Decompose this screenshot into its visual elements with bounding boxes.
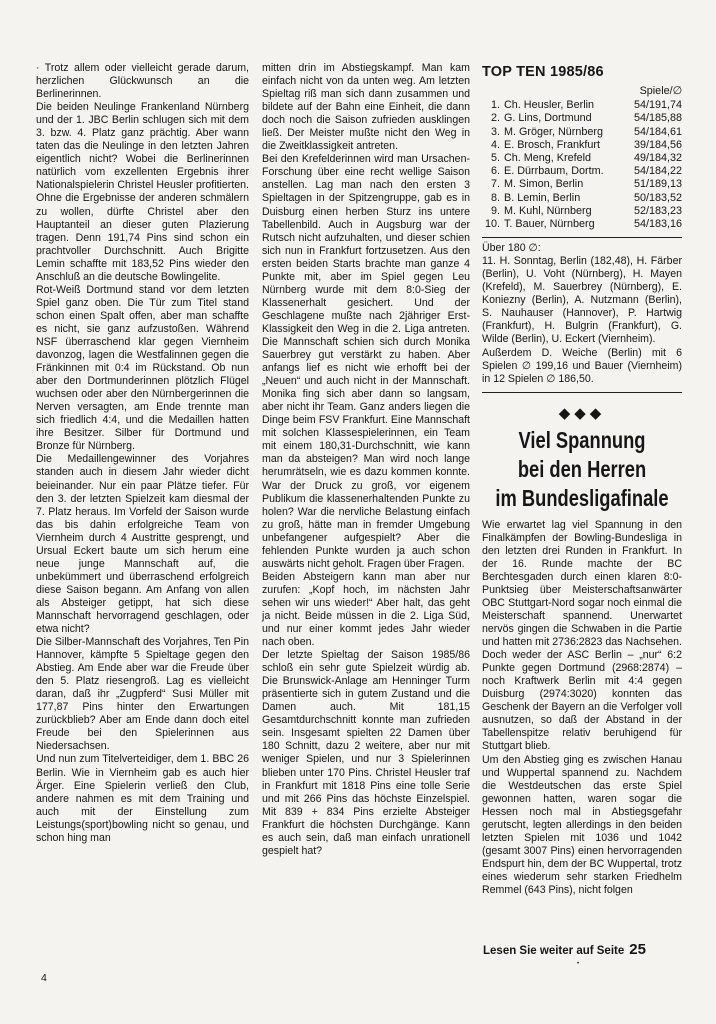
topten-row [482, 165, 682, 178]
paragraph: mitten drin im Abstiegskampf. Man kam einfach nicht von da unten weg. Am letzten Spieltag riß man sich dann zusammen und bildete auf der Bahn eine Einheit, die dann doch noch die Saison zufrieden ausklingen ließ. Der Meister mußte nicht den Weg in die Zweitklassigkeit antreten. [262, 62, 470, 153]
sidebar-column [482, 66, 682, 897]
topten-row [482, 139, 682, 152]
continued-note [483, 941, 646, 958]
over180-heading: Über 180 ∅: [482, 242, 541, 255]
topten-rank: 7. [490, 178, 500, 191]
topten-value: 51/189,13 [633, 178, 682, 191]
topten-rank: 9. [490, 204, 500, 217]
paragraph: Um den Abstieg ging es zwischen Hanau und Wuppertal spannend zu. Nachdem die Westdeutschen das erste Spiel gewonnen hatten, waren sogar die Hessen noch mal in Abstiegsgefahr gerutscht, legten allerdings in den beiden letzten Spielen mit 1036 und 1042 (gesamt 3007 Pins) einen hervorragenden Endspurt hin, dem der BC Wuppertal, trotz eines wiederum sehr starken Friedhelm Remmel (643 Pins), nicht folgen [482, 753, 682, 896]
topten-value: 54/183,16 [633, 217, 682, 230]
paragraph: Der letzte Spieltag der Saison 1985/86 schloß ein sehr gute Spielzeit würdig ab. Die Brunswick-Anlage am Henninger Turm präsentierte sich in gutem Zustand und die Damen auch. Mit 181,15 Gesamtdurchschnitt konnte man zufrieden sein. Insgesamt spielten 22 Damen über 180 Schnitt, dazu 2 weitere, aber nur mit weniger Spielen, und nur 3 Spielerinnen blieben unter 170 Pins. Christel Heusler traf in Frankfurt mit 1818 Pins eine tolle Serie und mit 266 Pins das höchste Einzelspiel. Mit 839 + 834 Pins erzielte Absteiger Frankfurt die höchsten Durchgänge. Kann es auch sein, daß man einfach unrationell gespielt hat? [262, 649, 470, 857]
topten-value: 54/191,74 [633, 99, 682, 112]
topten-rank: 3. [490, 125, 500, 138]
diamond-ornament: ◆◆◆ [558, 404, 606, 422]
topten-rank: 5. [490, 151, 500, 164]
topten-title: TOP TEN 1985/86 [482, 64, 604, 80]
topten-value: 54/184,61 [633, 125, 682, 138]
additional-text: Außerdem D. Weiche (Berlin) mit 6 Spielen ∅ 199,16 und Bauer (Viernheim) in 12 Spielen ∅ 186,50. [482, 346, 682, 385]
topten-box [482, 66, 682, 393]
paragraph: Und nun zum Titelverteidiger, dem 1. BBC 26 Berlin. Wie in Viernheim gab es auch hier Ärger. Eine Spielerin verließ den Club, andere nahmen es mit dem Training und auch mit der Einstellung zum Leistungs(sport)bowling nicht so genau, und schon hing man [36, 753, 249, 844]
topten-rank: 4. [490, 138, 500, 151]
article-headline [481, 426, 684, 513]
topten-row [482, 126, 682, 139]
topten-name: E. Dürrbaum, Dortm. [504, 165, 604, 178]
topten-name: E. Brosch, Frankfurt [504, 138, 601, 151]
stray-mark: • [577, 961, 580, 967]
paragraph: Beiden Absteigern kann man aber nur zurufen: „Kopf hoch, im nächsten Jahr sehen wir uns wieder!“ Aber halt, das geht ja nicht. Beide müssen in die 2. Liga Süd, und nur einer kommt jedes Jahr wieder nach oben. [262, 570, 470, 649]
topten-name: G. Lins, Dortmund [504, 112, 592, 125]
paragraph: Die beiden Neulinge Frankenland Nürnberg und der 1. JBC Berlin schlugen sich mit dem 3. bzw. 4. Platz ganz prächtig. Aber wann taten das die Neulinge in den letzten Jahren eigentlich nicht? Wobei die Berlinerinnen natürlich vom exzellenten Ergebnis ihrer Nationalspielerin Christel Heusler profitierten. Ohne die Ergebnisse der anderen schmälern zu wollen, dürfte Christel aber den Hauptanteil an dieser guten Plazierung tragen. Denn 191,74 Pins sind schon ein prachtvoller Durchschnitt. Auch Brigitte Lemin schaffte mit 183,52 Pins wieder den Anschluß an die deutsche Bowlingelite. [36, 101, 249, 283]
topten-column-header: Spiele/∅ [639, 85, 682, 98]
divider [482, 392, 682, 393]
topten-row [482, 99, 682, 112]
topten-row [482, 152, 682, 165]
headline-line: Viel Spannung [518, 426, 646, 453]
topten-name: Ch. Heusler, Berlin [504, 99, 595, 112]
continued-label: Lesen Sie weiter auf Seite [483, 945, 625, 957]
paragraph: Die Medaillengewinner des Vorjahres standen auch in diesem Jahr wieder dicht beieinander. Nur ein paar Plätze tiefer. Für den 3. der letzten Spielzeit kam diesmal der 7. Platz heraus. Im Vorfeld der Saison wurde das bis dahin erfolgreiche Team von Viernheim durch 4 Austritte gesprengt, und Ursual Eckert baute um sich herum eine neue junge Mannschaft auf, die unbekümmert und überraschend erfolgreich diese Saison begann. Am Anfang von allen als Absteiger getippt, hat sich diese Mannschaft hervorragend geschlagen, oder etwa nicht? [36, 453, 249, 636]
topten-value: 49/184,32 [633, 151, 682, 164]
topten-value: 52/183,23 [633, 204, 682, 217]
topten-name: M. Gröger, Nürnberg [504, 125, 604, 138]
over180-text: 11. H. Sonntag, Berlin (182,48), H. Färber (Berlin), U. Voht (Nürnberg), H. Mayen (Krefeld), M. Sauerbrey (Nürnberg), E. Koniezny (Berlin), A. Nutzmann (Berlin), S. Nauhauser (Hannover), P. Hartwig (Frankfurt), H. Bulgrin (Frankfurt), G. Wilde (Berlin), U. Eckert (Viernheim). [482, 255, 682, 346]
paragraph: Die Silber-Mannschaft des Vorjahres, Ten Pin Hannover, kämpfte 5 Spieltage gegen den Abstieg. Am Ende aber war die Freude über den 5. Platz riesengroß. Lag es vielleicht daran, daß ihr „Zugpferd“ Susi Müller mit 177,87 Pins hinter den Erwartungen zurückblieb? Aber am Ende dann doch eitel Freude bei den Spielerinnen aus Niedersachsen. [36, 636, 249, 753]
topten-name: Ch. Meng, Krefeld [504, 151, 592, 164]
topten-rank: 2. [490, 112, 500, 125]
headline-line: im Bundesligafinale [495, 484, 669, 511]
topten-name: M. Simon, Berlin [504, 178, 584, 191]
paragraph: Wie erwartet lag viel Spannung in den Finalkämpfen der Bowling-Bundesliga in den letzten drei Runden in Frankfurt. In der 16. Runde machte der BC Berchtesgaden durch einen klaren 8:0-Punktsieg über Meisterschaftsanwärter OBC Stuttgart-Nord sogar noch einmal die Meisterschaft spannend. Unerwartet nervös gingen die Schwaben in die Partie und hatten mit 2736:2823 das Nachsehen. Doch weder der ASC Berlin – „nur“ 6:2 Punkte gegen Dortmund (2968:2874) – noch Kraftwerk Berlin mit 4:4 gegen Duisburg (2974:3020) konnten das Geschenk der Bayern an die Verfolger voll ausnutzen, so daß der Abstand in der Tabellenspitze relativ beruhigend für Stuttgart blieb. [482, 518, 682, 753]
topten-row [482, 205, 682, 218]
topten-rank: 8. [490, 191, 500, 204]
paragraph: · Trotz allem oder vielleicht gerade darum, herzlichen Glückwunsch an die Berlinerinnen. [36, 62, 249, 101]
article-column-1 [36, 62, 249, 845]
article-column-2 [262, 62, 470, 858]
paragraph: Bei den Krefelderinnen wird man Ursachen-Forschung über eine recht wellige Saison anstellen. Lag man nach den ersten 3 Spieltagen in der Spitzengruppe, gab es in Duisburg einen herben Sturz ins untere Tabellenbild. Auch in Augsburg war der Rutsch nicht aufzuhalten, und dieser schien sich nun in Frankfurt fortzusetzen. Aus den ersten beiden Starts brachte man ganze 4 Punkte mit, aber im Spiel gegen Leu Nürnberg wurde mit dem 8:0-Sieg der Klassenerhalt gesichert. Und der Geschlagene mußte nach 2jähriger Erst-Klassigkeit den Weg in die 2. Liga antreten. Die Mannschaft schien sich durch Monika Sauerbrey gut verstärkt zu haben. Aber anfangs lief es nicht wie erhofft bei der „Neuen“ und auch nicht in der Mannschaft. Monika fing sich aber dann so langsam, aber nicht ihr Team. Ganz anders liegen die Dinge beim FSV Frankfurt. Eine Mannschaft mit solchen Klassespielerinnen, ein Team mit einem 180,31-Durchschnitt, wie kann man da absteigen? Man wird noch lange herumrätseln, wie es dazu kommen konnte. War der Druck zu groß, vor eigenem Publikum die klassenerhaltenden Punkte zu holen? War die nervliche Belastung einfach zu groß, hätte man in fremder Umgebung unbefangener aufgespielt? Aber die fehlenden Punkte wurden ja auch schon auswärts nicht geholt. Fragen über Fragen. [262, 153, 470, 570]
headline-line: bei den Herren [517, 455, 647, 482]
topten-value: 39/184,56 [633, 138, 682, 151]
divider [482, 237, 682, 238]
topten-row [482, 112, 682, 125]
topten-row [482, 218, 682, 231]
topten-value: 54/185,88 [633, 112, 682, 125]
topten-row [482, 192, 682, 205]
page-number: 4 [41, 972, 47, 984]
topten-row [482, 178, 682, 191]
topten-rank: 10. [484, 217, 500, 230]
topten-name: T. Bauer, Nürnberg [504, 217, 595, 230]
topten-value: 54/184,22 [633, 165, 682, 178]
topten-table [482, 99, 682, 231]
topten-rank: 6. [490, 165, 500, 178]
topten-rank: 1. [490, 99, 500, 112]
topten-name: B. Lemin, Berlin [504, 191, 581, 204]
paragraph: Rot-Weiß Dortmund stand vor dem letzten Spiel ganz oben. Die Tür zum Titel stand schon einen Spalt offen, aber man schaffte es nicht, sie ganz aufzustoßen. Während NSF überraschend klar gegen Viernheim davonzog, lagen die Westfalinnen gegen die Fränkinnen mit 0:4 im Rückstand. Ob nun aber den Dortmunderinnen plötzlich Flügel wuchsen oder aber den Nürnbergerinnen die Nerven versagten, am Ende trennte man sich friedlich 4:4, und die Medaillen hatten ihre Besitzer. Silber für Dortmund und Bronze für Nürnberg. [36, 283, 249, 453]
topten-name: M. Kuhl, Nürnberg [504, 204, 592, 217]
topten-value: 50/183,52 [633, 191, 682, 204]
continued-page-number: 25 [629, 941, 646, 958]
